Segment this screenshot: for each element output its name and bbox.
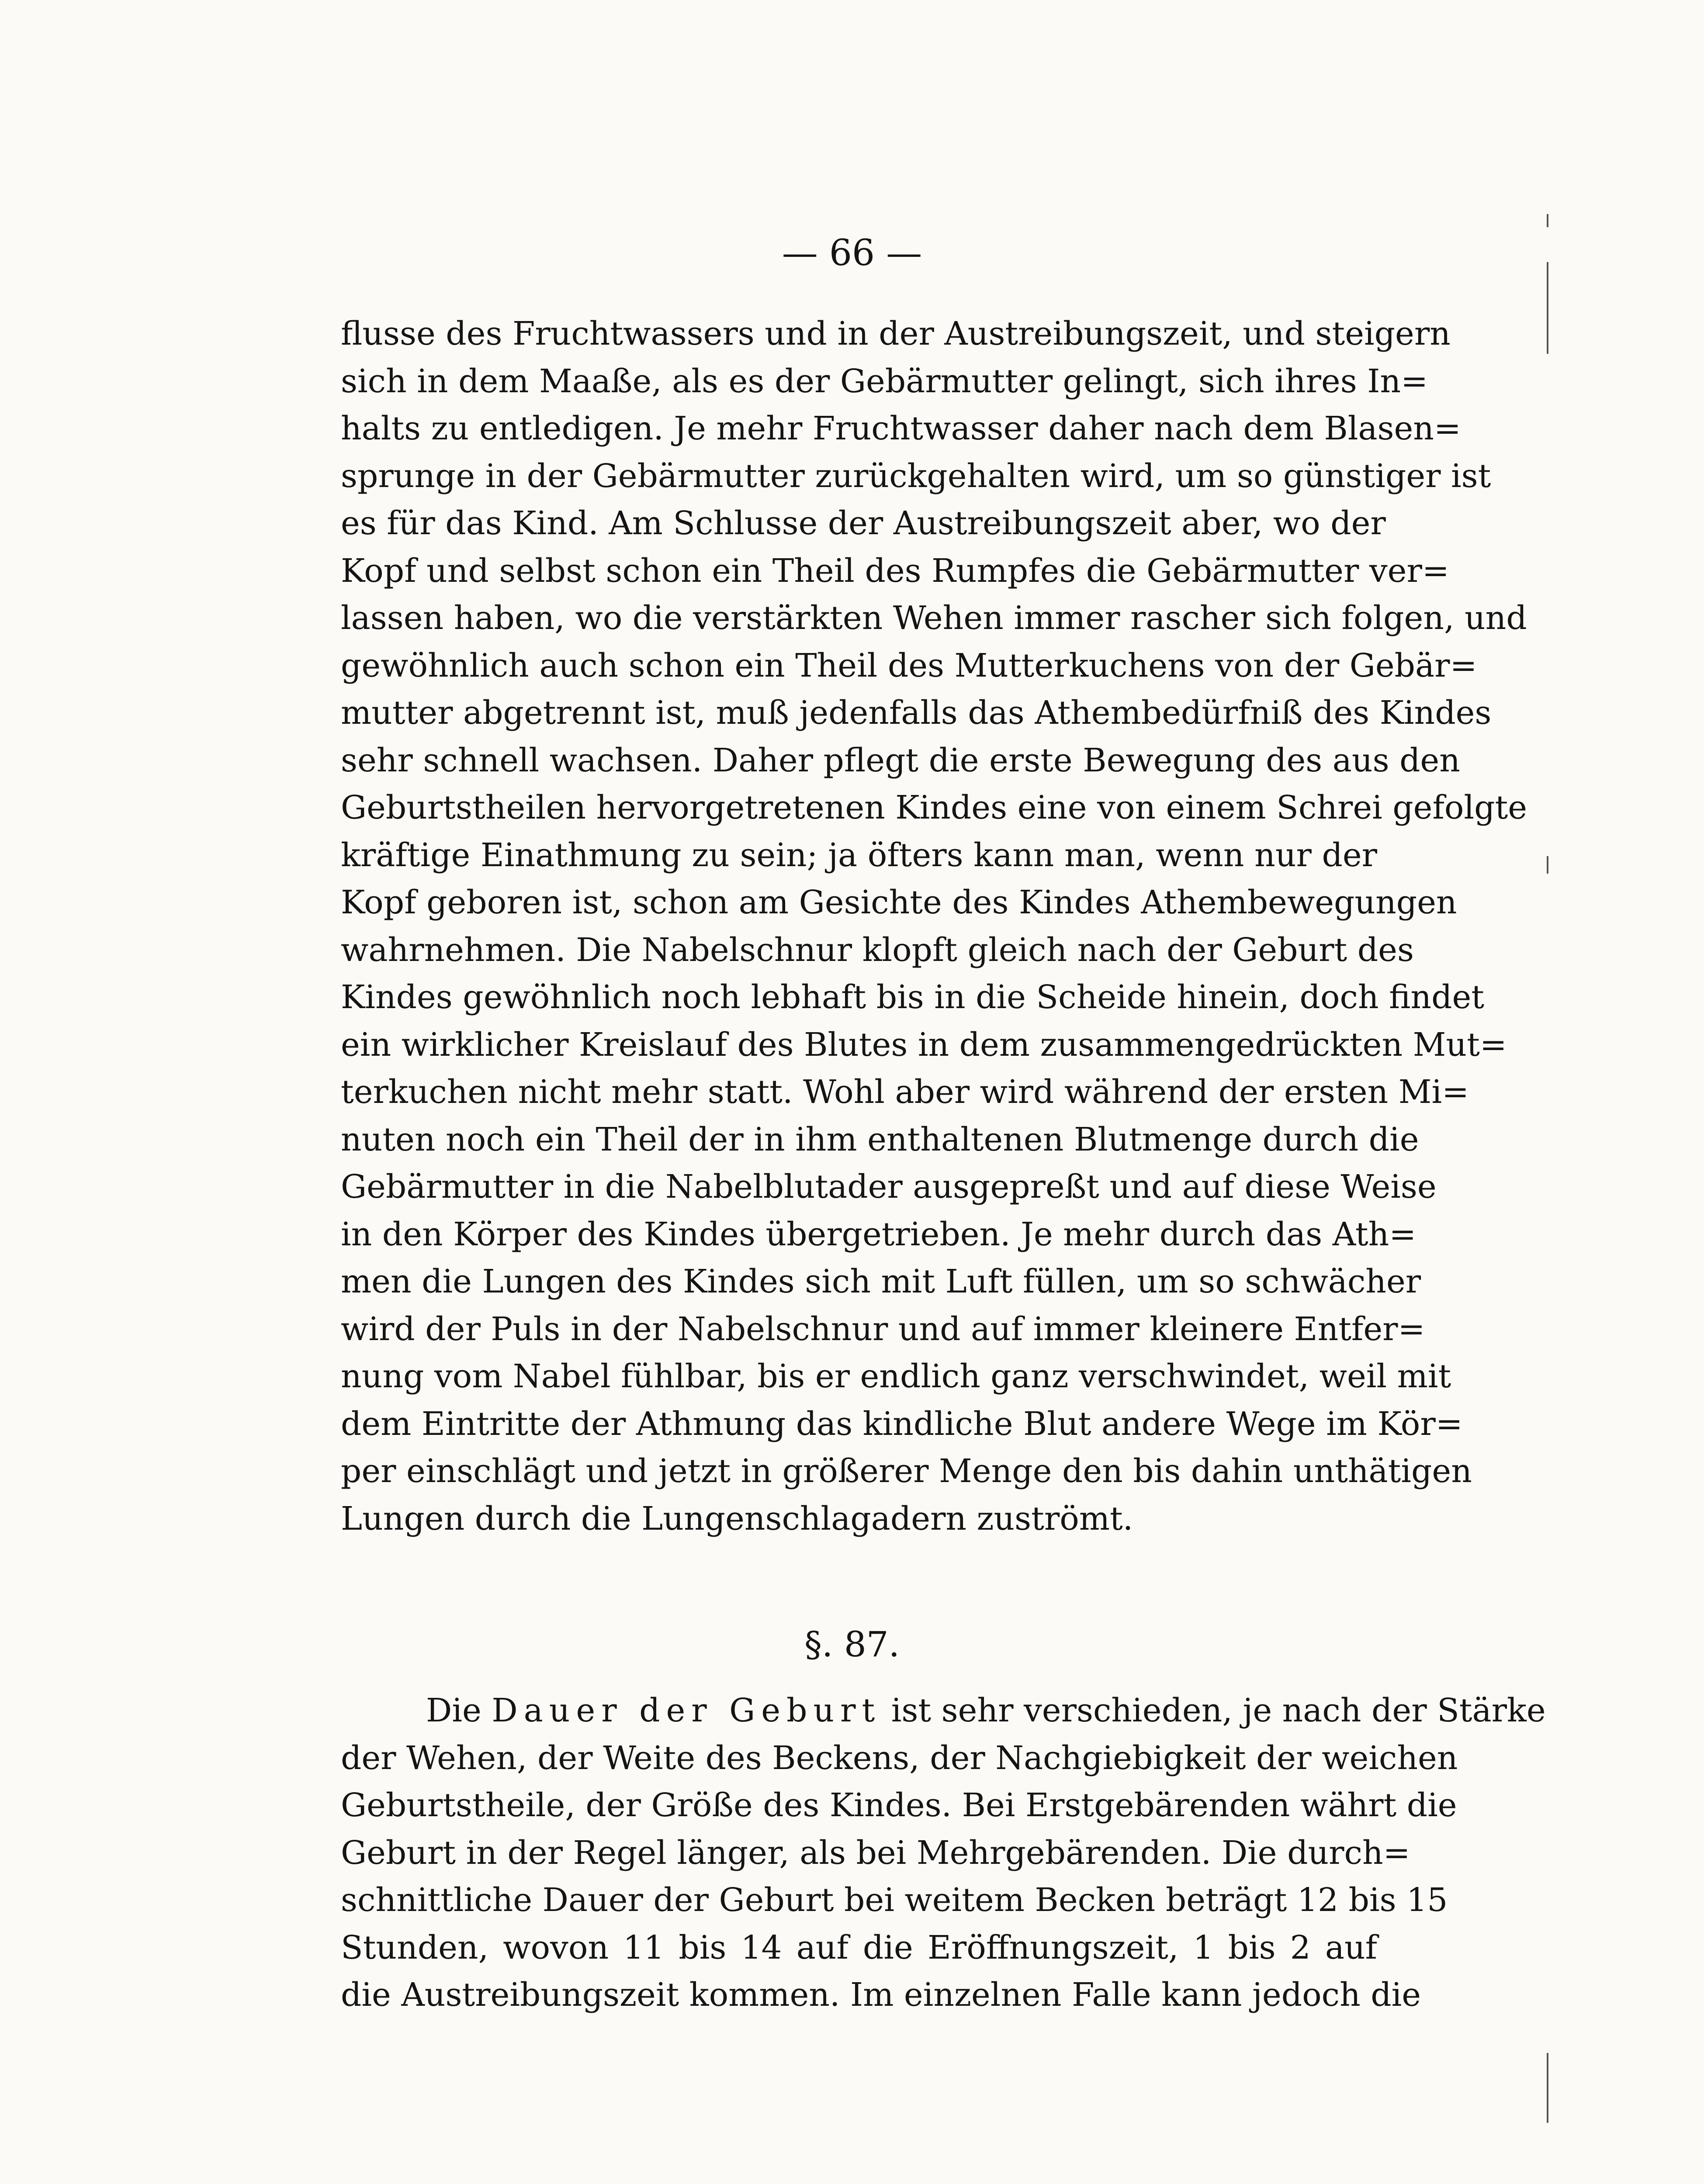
paragraph-1-line: wahrnehmen. Die Nabelschnur klopft gleich nach der Geburt des (341, 931, 1414, 969)
paragraph-1-line: Gebärmutter in die Nabelblutader ausgepreßt und auf diese Weise (341, 1168, 1437, 1206)
paragraph-1-line: per einschlägt und jetzt in größerer Menge den bis dahin unthätigen (341, 1452, 1472, 1490)
paragraph-2 (341, 1687, 1546, 2019)
section-heading: §. 87. (804, 1624, 900, 1665)
paragraph-1-line: nung vom Nabel fühlbar, bis er endlich ganz verschwindet, weil mit (341, 1358, 1451, 1395)
paragraph-1-line: Kopf geboren ist, schon am Gesichte des Kindes Athembewegungen (341, 884, 1457, 921)
scan-mark (1547, 856, 1548, 874)
paragraph-2-line: die Austreibungszeit kommen. Im einzelnen Falle kann jedoch die (341, 1976, 1421, 2014)
paragraph-2-line: schnittliche Dauer der Geburt bei weitem Becken beträgt 12 bis 15 (341, 1881, 1448, 1919)
paragraph-1-line: in den Körper des Kindes übergetrieben. Je mehr durch das Ath= (341, 1215, 1417, 1253)
line-start: Die (426, 1692, 481, 1729)
paragraph-1-line: mutter abgetrennt ist, muß jedenfalls das Athembedürfniß des Kindes (341, 694, 1492, 732)
paragraph-1-line: Kopf und selbst schon ein Theil des Rumpfes die Gebärmutter ver= (341, 552, 1449, 590)
paragraph-1-line: sehr schnell wachsen. Daher pflegt die erste Bewegung des aus den (341, 741, 1460, 779)
paragraph-1-line: Lungen durch die Lungenschlagadern zuströmt. (341, 1500, 1133, 1538)
scan-mark (1547, 2053, 1548, 2123)
paragraph-1-line: Geburtstheilen hervorgetretenen Kindes eine von einem Schrei gefolgte (341, 789, 1527, 826)
paragraph-1-line: gewöhnlich auch schon ein Theil des Mutterkuchens von der Gebär= (341, 646, 1477, 684)
paragraph-1-line: es für das Kind. Am Schlusse der Austreibungszeit aber, wo der (341, 505, 1386, 542)
paragraph-1-line: dem Eintritte der Athmung das kindliche Blut andere Wege im Kör= (341, 1405, 1463, 1443)
scan-mark (1547, 262, 1548, 354)
paragraph-1 (341, 310, 1527, 1542)
paragraph-2-line: Geburtstheile, der Größe des Kindes. Bei Erstgebärenden währt die (341, 1787, 1457, 1824)
paragraph-1-line: ein wirklicher Kreislauf des Blutes in dem zusammengedrückten Mut= (341, 1026, 1507, 1064)
emphasized-term: Dauer der Geburt (492, 1692, 881, 1729)
paragraph-1-line: lassen haben, wo die verstärkten Wehen immer rascher sich folgen, und (341, 599, 1527, 637)
paragraph-2-line (341, 1687, 1546, 1735)
paragraph-1-line: flusse des Fruchtwassers und in der Austreibungszeit, und steigern (341, 315, 1451, 352)
paragraph-1-line: kräftige Einathmung zu sein; ja öfters kann man, wenn nur der (341, 836, 1377, 874)
paragraph-2-line: der Wehen, der Weite des Beckens, der Nachgiebigkeit der weichen (341, 1739, 1458, 1777)
page-number: — 66 — (782, 232, 922, 274)
paragraph-1-line: Kindes gewöhnlich noch lebhaft bis in die Scheide hinein, doch findet (341, 978, 1484, 1016)
paragraph-1-line: men die Lungen des Kindes sich mit Luft füllen, um so schwächer (341, 1263, 1421, 1300)
paragraph-1-line: sich in dem Maaße, als es der Gebärmutter gelingt, sich ihres In= (341, 362, 1428, 400)
paragraph-2-line: Stunden, wovon 11 bis 14 auf die Eröffnungszeit, 1 bis 2 auf (341, 1928, 1377, 1966)
line-rest: ist sehr verschieden, je nach der Stärke (891, 1692, 1546, 1729)
paragraph-1-line: wird der Puls in der Nabelschnur und auf immer kleinere Entfer= (341, 1310, 1425, 1348)
paragraph-1-line: halts zu entledigen. Je mehr Fruchtwasser daher nach dem Blasen= (341, 410, 1461, 447)
paragraph-1-line: nuten noch ein Theil der in ihm enthaltenen Blutmenge durch die (341, 1120, 1419, 1158)
paragraph-2-line: Geburt in der Regel länger, als bei Mehrgebärenden. Die durch= (341, 1834, 1410, 1872)
scan-mark (1547, 214, 1548, 227)
paragraph-1-line: terkuchen nicht mehr statt. Wohl aber wird während der ersten Mi= (341, 1073, 1469, 1111)
paragraph-1-line: sprunge in der Gebärmutter zurückgehalten wird, um so günstiger ist (341, 457, 1491, 495)
